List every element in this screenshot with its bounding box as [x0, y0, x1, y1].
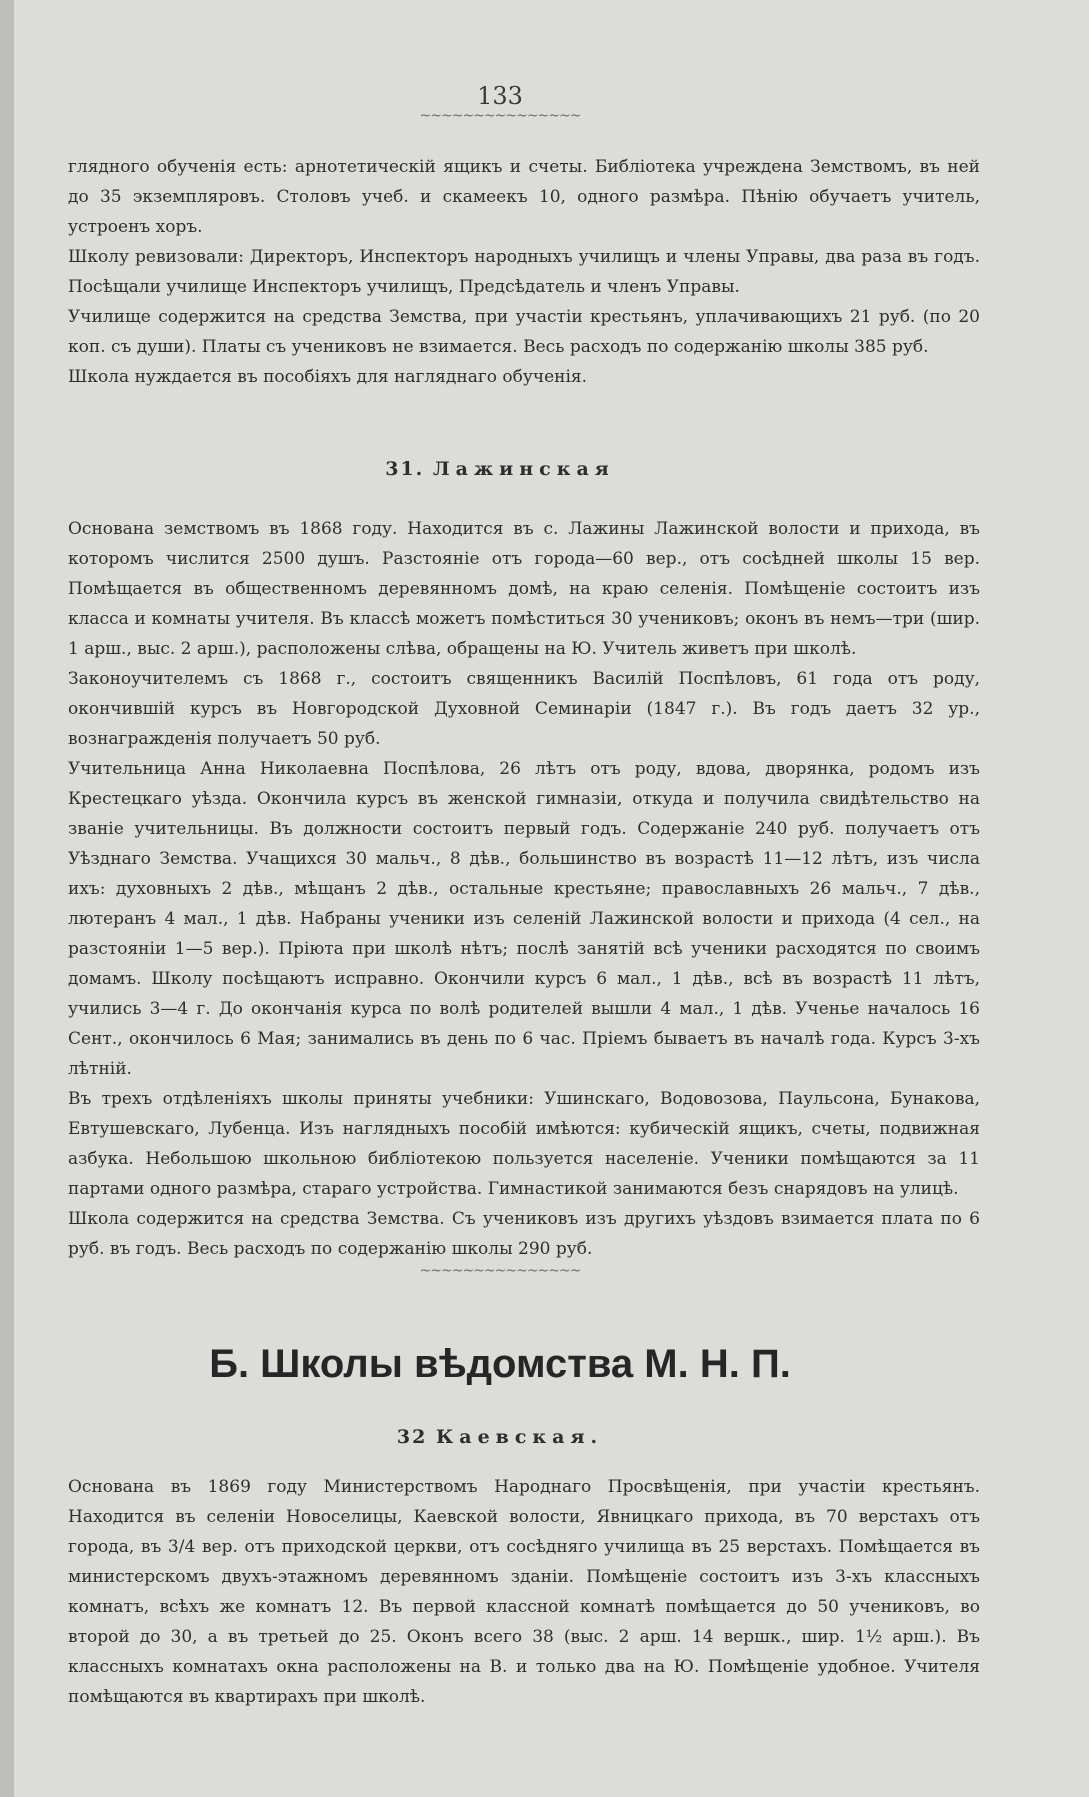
paragraph: глядного обученія есть: арнотетическій ящикъ и счеты. Библіотека учреждена Земствомъ, въ ней до 35 экземпляровъ. Столовъ учеб. и скамеекъ 10, одного размѣра. Пѣнію обучаетъ учитель, устроенъ хоръ.	[68, 157, 980, 237]
section-heading-31	[0, 458, 1000, 480]
paragraph: Основана въ 1869 году Министерствомъ Народнаго Просвѣщенія, при участіи крестьянъ. Находится въ селеніи Новоселицы, Каевской волости, Явницкаго прихода, въ 70 верстахъ отъ города, въ 3/4 вер. отъ приходской церкви, отъ сосѣдняго училища въ 25 верстахъ. Помѣщается въ министерскомъ двухъ-этажномъ деревянномъ зданіи. Помѣщеніе состоитъ изъ 3-хъ классныхъ комнатъ, всѣхъ же комнатъ 12. Въ первой классной комнатѣ помѣщается до 50 учениковъ, во второй до 30, а въ третьей до 25. Оконъ всего 38 (выс. 2 арш. 14 вершк., шир. 1½ арш.). Въ классныхъ комнатахъ окна расположены на В. и только два на Ю. Помѣщеніе удобное. Учителя помѣщаются въ квартирахъ при школѣ.	[68, 1477, 980, 1707]
section-number: 32	[396, 1426, 428, 1448]
section-title: Каевская.	[435, 1426, 604, 1448]
paragraph: Учительница Анна Николаевна Поспѣлова, 26 лѣтъ отъ роду, вдова, дворянка, родомъ изъ Крестецкаго уѣзда. Окончила курсъ въ женской гимназіи, откуда и получила свидѣтельство на званіе учительницы. Въ должности состоитъ первый годъ. Содержаніе 240 руб. получаетъ отъ Уѣзднаго Земства. Учащихся 30 мальч., 8 дѣв., большинство въ возрастѣ 11—12 лѣтъ, изъ числа ихъ: духовныхъ 2 дѣв., мѣщанъ 2 дѣв., остальные крестьяне; православныхъ 26 мальч., 7 дѣв., лютеранъ 4 мал., 1 дѣв. Набраны ученики изъ селеній Лажинской волости и прихода (4 сел., на разстояніи 1—5 вер.). Пріюта при школѣ нѣтъ; послѣ занятій всѣ ученики расходятся по своимъ домамъ. Школу посѣщаютъ исправно. Окончили курсъ 6 мал., 1 дѣв., всѣ въ возрастѣ 11 лѣтъ, учились 3—4 г. До окончанія курса по волѣ родителей вышли 4 мал., 1 дѣв. Ученье началось 16 Сент., окончилось 6 Мая; занимались въ день по 6 час. Пріемъ бываетъ въ началѣ года. Курсъ 3-хъ лѣтній.	[68, 759, 980, 1079]
paragraph: Училище содержится на средства Земства, при участіи крестьянъ, уплачивающихъ 21 руб. (по 20 коп. съ души). Платы съ учениковъ не взимается. Весь расходъ по содержанію школы 385 руб.	[68, 307, 980, 357]
section-title: Лажинская	[432, 458, 615, 480]
paragraph: Основана земствомъ въ 1868 году. Находится въ с. Лажины Лажинской волости и прихода, въ которомъ числится 2500 душъ. Разстояніе отъ города—60 вер., отъ сосѣдней школы 15 вер. Помѣщается въ общественномъ деревянномъ домѣ, на краю селенія. Помѣщеніе состоитъ изъ класса и комнаты учителя. Въ классѣ можетъ помѣститься 30 учениковъ; оконъ въ немъ—три (шир. 1 арш., выс. 2 арш.), расположены слѣва, обращены на Ю. Учитель живетъ при школѣ.	[68, 519, 980, 659]
section-32-body	[68, 1472, 980, 1712]
paragraph: Школу ревизовали: Директоръ, Инспекторъ народныхъ училищъ и члены Управы, два раза въ годъ. Посѣщали училище Инспекторъ училищъ, Предсѣдатель и членъ Управы.	[68, 247, 980, 297]
paragraph: Школа нуждается въ пособіяхъ для нагляднаго обученія.	[68, 367, 588, 387]
paragraph: Законоучителемъ съ 1868 г., состоитъ священникъ Василій Поспѣловъ, 61 года отъ роду, окончившій курсъ въ Новгородской Духовной Семинаріи (1847 г.). Въ годъ даетъ 32 ур., вознагражденія получаетъ 50 руб.	[68, 669, 980, 749]
middle-ornament: ~~~~~~~~~~~~~~~	[419, 1263, 581, 1279]
section-number: 31.	[385, 458, 425, 480]
section-31-body	[68, 514, 980, 1264]
section-heading-32	[0, 1426, 1000, 1448]
part-b-title: Б. Школы вѣдомства М. Н. П.	[209, 1342, 791, 1386]
top-section	[68, 152, 980, 392]
paragraph: Въ трехъ отдѣленіяхъ школы приняты учебники: Ушинскаго, Водовозова, Паульсона, Бунакова, Евтушевскаго, Лубенца. Изъ наглядныхъ пособій имѣются: кубическій ящикъ, счеты, подвижная азбука. Небольшою школьною библіотекою пользуется населеніе. Ученики помѣщаются за 11 партами одного размѣра, стараго устройства. Гимнастикой занимаются безъ снарядовъ на улицѣ.	[68, 1089, 980, 1199]
paragraph: Школа содержится на средства Земства. Съ учениковъ изъ другихъ уѣздовъ взимается плата по 6 руб. въ годъ. Весь расходъ по содержанію школы 290 руб.	[68, 1209, 980, 1259]
page-number: 133	[477, 82, 523, 110]
page-edge-shadow	[0, 0, 14, 1797]
top-ornament: ~~~~~~~~~~~~~~~	[419, 108, 581, 124]
